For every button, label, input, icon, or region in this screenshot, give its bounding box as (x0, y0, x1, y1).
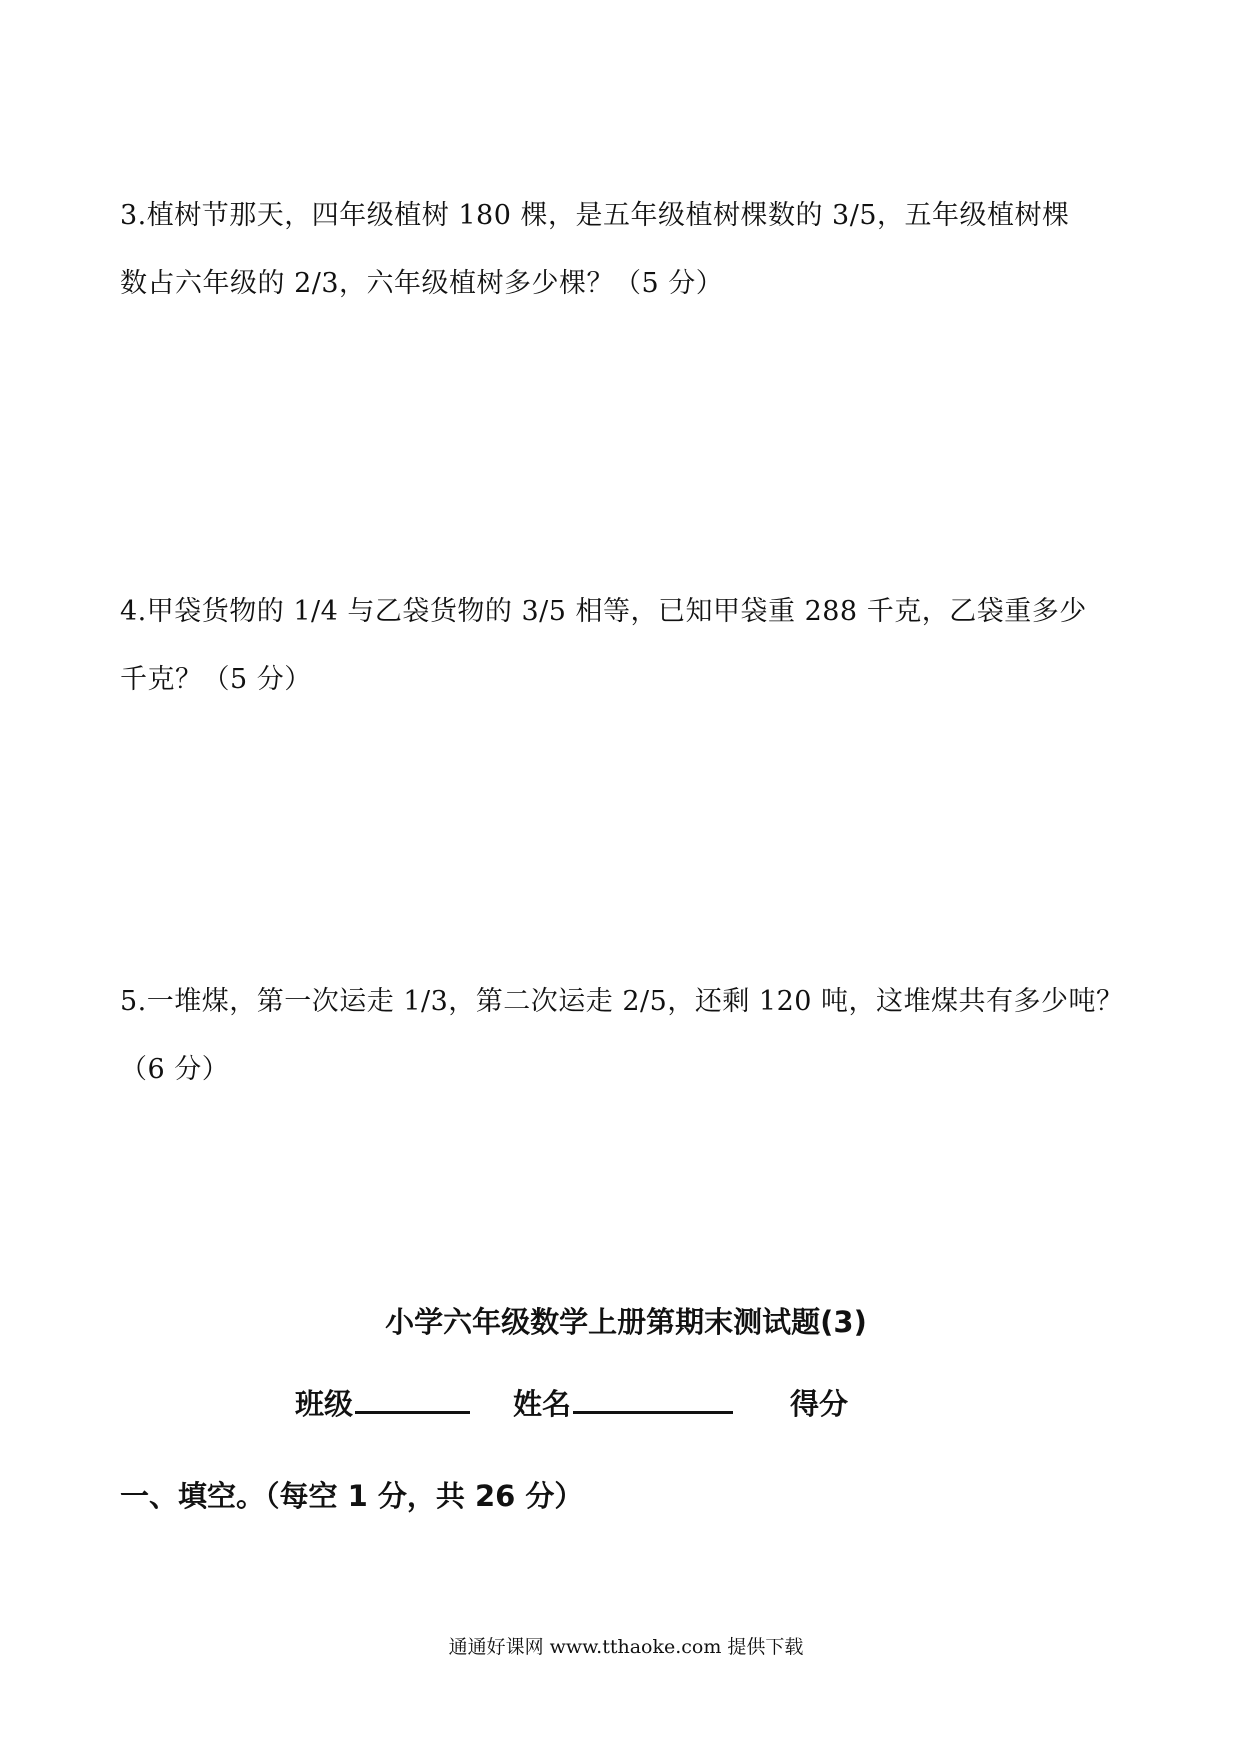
problem-4 (120, 578, 1130, 714)
name-blank[interactable] (573, 1383, 733, 1414)
problem-5-line-2: （6 分） (120, 1054, 230, 1085)
problem-5-line-1: 5.一堆煤，第一次运走 1/3，第二次运走 2/5，还剩 120 吨，这堆煤共有多少吨？ (120, 986, 1124, 1017)
problem-3 (120, 182, 1130, 318)
problem-4-line-2: 千克？（5 分） (120, 664, 312, 695)
student-info-row (295, 1382, 995, 1426)
class-blank[interactable] (355, 1383, 470, 1414)
problem-3-line-2: 数占六年级的 2/3，六年级植树多少棵？（5 分） (120, 268, 724, 299)
problem-3-line-1: 3.植树节那天，四年级植树 180 棵，是五年级植树棵数的 3/5，五年级植树棵 (120, 200, 1070, 231)
class-label: 班级 (295, 1387, 354, 1421)
problem-5 (120, 968, 1130, 1104)
section-1-heading: 一、填空。（每空 1 分，共 26 分） (120, 1479, 584, 1513)
name-label: 姓名 (513, 1387, 572, 1421)
score-field (790, 1382, 848, 1423)
exam-title: 小学六年级数学上册第期末测试题(3) (385, 1305, 867, 1339)
class-field (295, 1382, 470, 1423)
score-label: 得分 (790, 1387, 849, 1421)
footer-credit: 通通好课网 www.tthaoke.com 提供下载 (448, 1636, 804, 1658)
name-field (513, 1382, 733, 1423)
problem-4-line-1: 4.甲袋货物的 1/4 与乙袋货物的 3/5 相等，已知甲袋重 288 千克，乙袋重多少 (120, 596, 1087, 627)
